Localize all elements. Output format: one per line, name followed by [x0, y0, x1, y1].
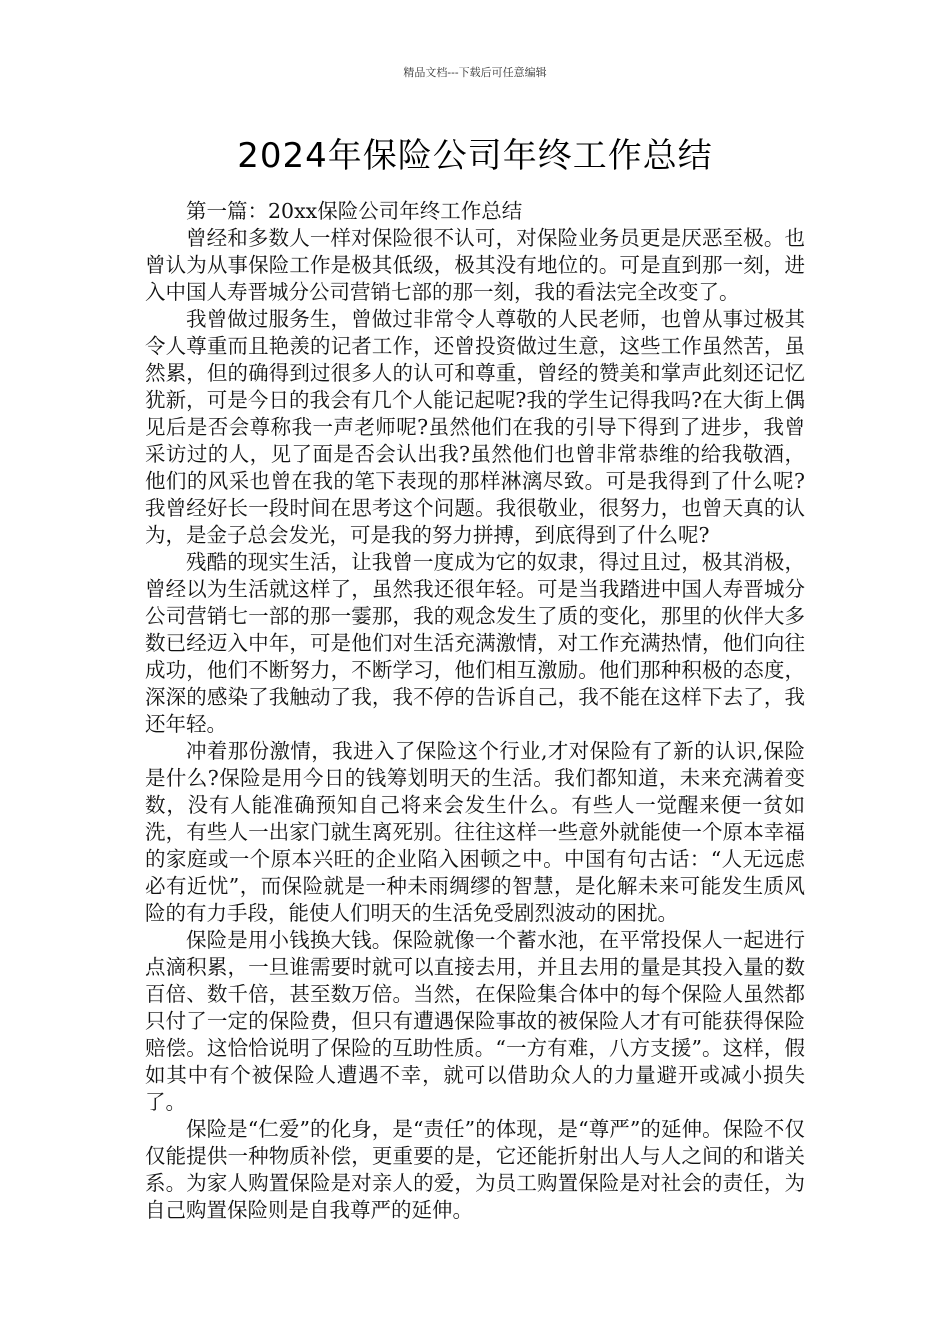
paragraph: 我曾做过服务生，曾做过非常令人尊敬的人民老师，也曾从事过极其令人尊重而且艳羡的记者工作，还曾投资做过生意，这些工作虽然苦，虽然累，但的确得到过很多人的认可和尊重，曾经的赞美和掌声此刻还记忆犹新，可是今日的我会有几个人能记起呢?我的学生记得我吗?在大街上偶见后是否会尊称我一声老师呢?虽然他们在我的引导下得到了进步，我曾采访过的人，见了面是否会认出我?虽然他们也曾非常恭维的给我敬酒，他们的风采也曾在我的笔下表现的那样淋漓尽致。可是我得到了什么呢?我曾经好长一段时间在思考这个问题。我很敬业，很努力，也曾天真的认为，是金子总会发光，可是我的努力拼搏，到底得到了什么呢? — [145, 307, 805, 547]
header-note: 精品文档---下载后可任意编辑 — [403, 66, 547, 79]
section-heading: 第一篇：20xx保险公司年终工作总结 — [186, 199, 523, 223]
paragraph: 冲着那份激情，我进入了保险这个行业,才对保险有了新的认识,保险是什么?保险是用今日的钱筹划明天的生活。我们都知道，未来充满着变数，没有人能准确预知自己将来会发生什么。有些人一觉醒来便一贫如洗，有些人一出家门就生离死别。往往这样一些意外就能使一个原本幸福的家庭或一个原本兴旺的企业陷入困顿之中。中国有句古话：“人无远虑必有近忧”，而保险就是一种未雨绸缪的智慧，是化解未来可能发生质风险的有力手段，能使人们明天的生活免受剧烈波动的困扰。 — [145, 739, 805, 925]
paragraph: 曾经和多数人一样对保险很不认可，对保险业务员更是厌恶至极。也曾认为从事保险工作是极其低级，极其没有地位的。可是直到那一刻，进入中国人寿晋城分公司营销七部的那一刻，我的看法完全改变了。 — [145, 226, 805, 304]
document-body — [145, 198, 805, 1224]
paragraph: 保险是用小钱换大钱。保险就像一个蓄水池，在平常投保人一起进行点滴积累，一旦谁需要时就可以直接去用，并且去用的量是其投入量的数百倍、数千倍，甚至数万倍。当然，在保险集合体中的每个保险人虽然都只付了一定的保险费，但只有遭遇保险事故的被保险人才有可能获得保险赔偿。这恰恰说明了保险的互助性质。“一方有难，八方支援”。这样，假如其中有个被保险人遭遇不幸，就可以借助众人的力量避开或减小损失了。 — [145, 928, 805, 1114]
document-title: 2024年保险公司年终工作总结 — [237, 136, 713, 176]
paragraph: 保险是“仁爱”的化身，是“责任”的体现，是“尊严”的延伸。保险不仅仅能提供一种物质补偿，更重要的是，它还能折射出人与人之间的和谐关系。为家人购置保险是对亲人的爱，为员工购置保险是对社会的责任，为自己购置保险则是自我尊严的延伸。 — [145, 1117, 805, 1222]
paragraph: 残酷的现实生活，让我曾一度成为它的奴隶，得过且过，极其消极，曾经以为生活就这样了，虽然我还很年轻。可是当我踏进中国人寿晋城分公司营销七一部的那一霎那，我的观念发生了质的变化，那里的伙伴大多数已经迈入中年，可是他们对生活充满激情，对工作充满热情，他们向往成功，他们不断努力，不断学习，他们相互激励。他们那种积极的态度，深深的感染了我触动了我，我不停的告诉自己，我不能在这样下去了，我还年轻。 — [145, 550, 805, 736]
